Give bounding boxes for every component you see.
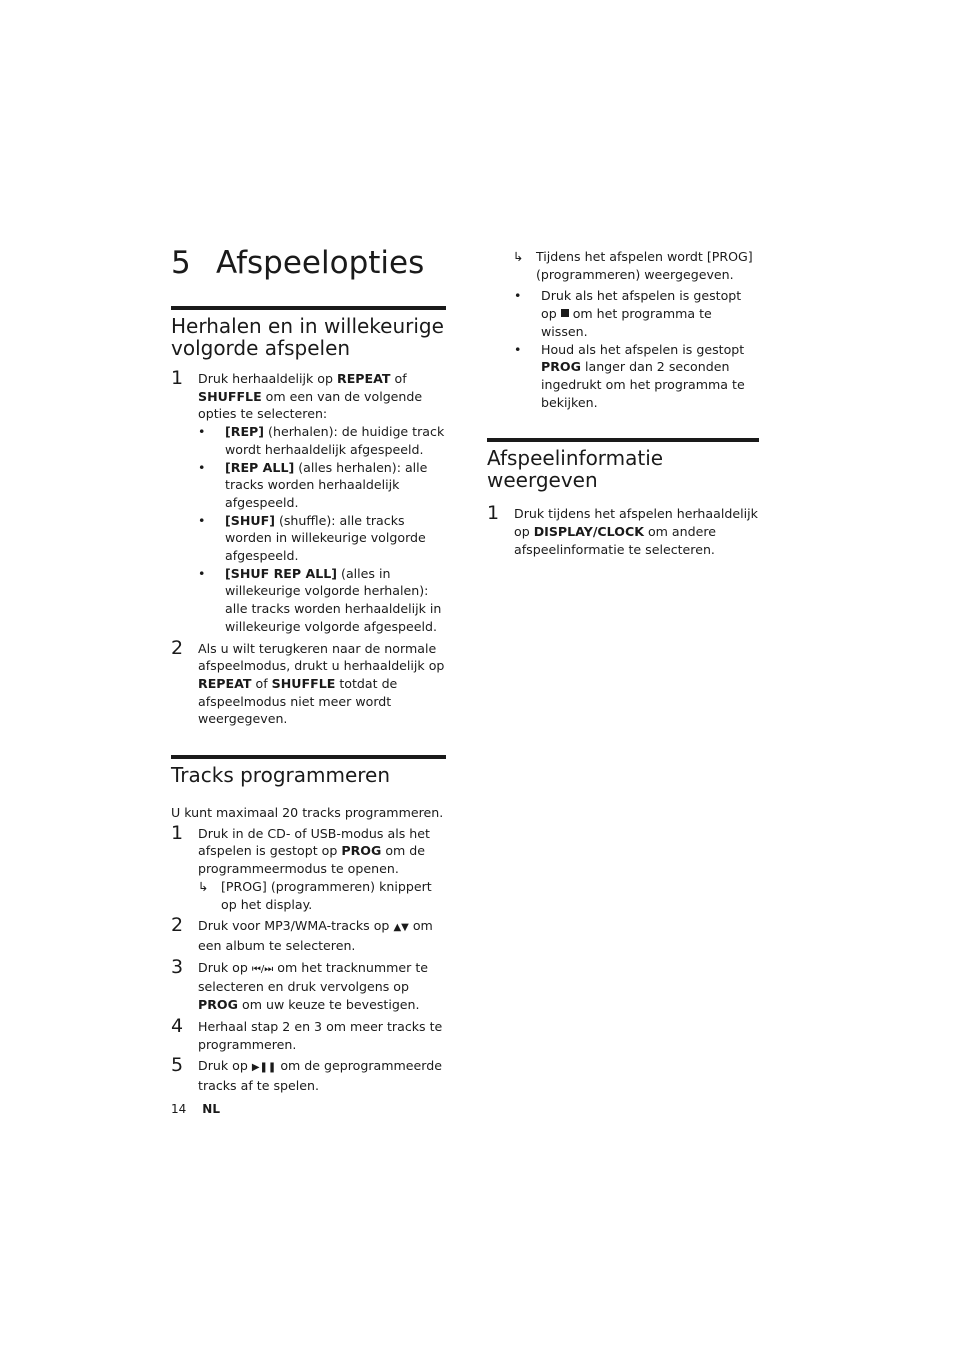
step-number: 1	[171, 821, 184, 844]
repeat-shuffle-section	[171, 306, 446, 728]
program-intro: U kunt maximaal 20 tracks programmeren.	[171, 805, 444, 821]
repeat-step-1	[171, 367, 446, 636]
program-notes-list	[514, 287, 759, 411]
step-text: Druk herhaaldelijk op REPEAT of SHUFFLE om een van de volgende opties te selecteren:	[198, 371, 423, 422]
page-footer	[171, 1101, 220, 1119]
chapter-number: 5	[171, 245, 191, 281]
info-step-1	[487, 502, 759, 558]
section-heading-repeat: Herhalen en in willekeurige volgorde afspelen	[171, 314, 444, 360]
result-arrow-icon: ↳	[513, 249, 524, 264]
list-item: • Houd als het afspelen is gestopt PROG langer dan 2 seconden ingedrukt om het programma te bekijken.	[514, 341, 745, 410]
up-down-icon: ▲▼	[393, 922, 409, 934]
bullet-icon: •	[198, 512, 206, 528]
step-number: 2	[171, 914, 184, 937]
step-result: ↳ Tijdens het afspelen wordt [PROG] (programmeren) weergegeven.	[513, 249, 753, 282]
result-arrow-icon: ↳	[198, 878, 209, 894]
section-heading-info: Afspeelinformatie weergeven	[487, 446, 664, 493]
step-number: 5	[171, 1054, 184, 1077]
bullet-icon: •	[514, 288, 522, 304]
info-section	[487, 438, 759, 558]
step-number: 3	[171, 955, 184, 978]
step-text: Als u wilt terugkeren naar de normale afspeelmodus, drukt u herhaaldelijk op REPEAT of SHUFFLE totdat de afspeelmodus niet meer wordt weergegeven.	[198, 640, 445, 727]
list-item: • [SHUF REP ALL] (alles in willekeurige volgorde herhalen): alle tracks worden herhaaldelijk in willekeurige volgorde afgespeeld.	[198, 565, 442, 634]
left-column	[171, 240, 446, 1099]
step-number: 1	[171, 367, 184, 389]
bullet-icon: •	[514, 341, 522, 357]
step-text: Druk voor MP3/WMA-tracks op ▲▼ om een album te selecteren.	[198, 918, 433, 953]
program-step-5	[171, 1054, 446, 1094]
list-item: • [REP] (herhalen): de huidige track wordt herhaaldelijk afgespeeld.	[198, 424, 445, 457]
step-number: 4	[171, 1014, 184, 1037]
chapter-title	[171, 240, 446, 286]
list-item: • [SHUF] (shuffle): alle tracks worden in willekeurige volgorde afgespeeld.	[198, 512, 426, 564]
bullet-icon: •	[198, 459, 206, 475]
program-step-4	[171, 1014, 446, 1053]
prev-next-icon: ⏮/⏭	[251, 963, 274, 975]
chapter-heading: Afspeelopties	[216, 245, 425, 281]
program-step-2	[171, 914, 446, 954]
step-text: Herhaal stap 2 en 3 om meer tracks te programmeren.	[198, 1018, 443, 1052]
step-text: Druk in de CD- of USB-modus als het afspelen is gestopt op PROG om de programmeermodus te openen.	[198, 825, 430, 877]
step-text: Druk op ⏮/⏭ om het tracknummer te selecteren en druk vervolgens op PROG om uw keuze te bevestigen.	[198, 959, 429, 1013]
repeat-step-2	[171, 636, 446, 729]
bullet-icon: •	[198, 424, 206, 440]
right-column	[487, 248, 759, 562]
bullet-icon: •	[198, 565, 206, 581]
step-text: Druk tijdens het afspelen herhaaldelijk op DISPLAY/CLOCK om andere afspeelinformatie te selecteren.	[514, 506, 758, 557]
stop-icon	[561, 309, 569, 317]
step-number: 2	[171, 636, 184, 659]
step-result: ↳ [PROG] (programmeren) knippert op het display.	[198, 878, 432, 912]
step-number: 1	[487, 502, 500, 525]
list-item: • Druk als het afspelen is gestopt op om het programma te wissen.	[514, 288, 742, 339]
list-item: • [REP ALL] (alles herhalen): alle tracks worden herhaaldelijk afgespeeld.	[198, 459, 428, 510]
step-text: Druk op ▶❚❚ om de geprogrammeerde tracks af te spelen.	[198, 1058, 442, 1093]
program-step-3	[171, 955, 446, 1014]
page-number: 14	[171, 1102, 187, 1116]
section-heading-program: Tracks programmeren	[171, 763, 391, 788]
play-pause-icon: ▶❚❚	[251, 1062, 277, 1074]
program-section	[171, 755, 446, 1095]
program-step-1	[171, 821, 446, 914]
repeat-mode-list	[198, 423, 446, 635]
language-code: NL	[202, 1102, 220, 1116]
